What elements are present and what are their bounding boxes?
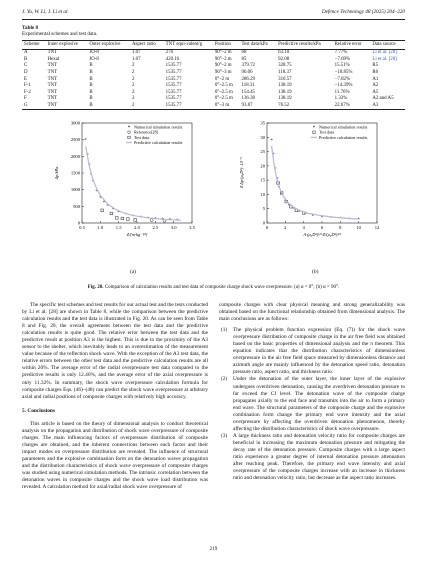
simulation-point: * xyxy=(106,204,109,210)
table-caption-text: Experimental schemes and test data. xyxy=(22,31,98,38)
table-8 xyxy=(22,40,405,110)
table-cell: 0°–2.5 m xyxy=(214,96,233,102)
table-cell: 2 xyxy=(131,96,135,102)
table-cell: B xyxy=(89,63,93,69)
table-row xyxy=(22,89,405,96)
x-tick-label: 2.5 xyxy=(152,225,159,230)
legend-label: Numerical simulation results xyxy=(319,124,368,130)
table-cell: 90°–2 m xyxy=(214,63,232,69)
chart-b xyxy=(235,113,385,263)
table-cell: B xyxy=(87,102,130,109)
table-cell: B xyxy=(24,56,28,62)
table-cell: F xyxy=(24,96,27,102)
table-cell: 310.57 xyxy=(278,76,292,82)
table-cell: TNT xyxy=(47,89,58,95)
table-cell: B xyxy=(89,69,93,75)
table-cell: R6 xyxy=(372,69,379,75)
legend-label: Predictive calculation results xyxy=(319,134,368,140)
table-cell: TNT xyxy=(47,69,58,75)
y-tick-label: 25 xyxy=(260,149,265,155)
test-data-point xyxy=(121,217,124,220)
table-cell: −7.69% xyxy=(334,56,351,62)
table-cell: 93.87 xyxy=(240,102,277,109)
results-paragraph: The specific test schemes and test results for our actual test and the tests conducted by Li et al. [28] are shown in Table 8, while the comparison between the predictive calculation results and the test data is illustrated in Fig. 20. As can be seen from Table 8 and Fig. 20, the overall agreement between the test data and the predictive calculation results is quite good. The relative error between the test data and the predictive result at position A3 is the highest. This is due to the proximity of the A3 sensor to the shelter, which inevitably leads to an overestimation of the measurement value because of the reflection shock wave. With the exception of the A3 test data, the relative errors between the other test data and the predictive calculation results are all within 20%. The average error of the radial overpressure test data compared to the predictive results is only 12.46%, and the average error of the axial overpressure is only 11.32%. In summary, the shock wave overpressure calculation formula for composite charges Eqs. (46)–(48) can predict the shock wave overpressure at arbitrary axial and radial positions of composite charges with relatively high accuracy. xyxy=(22,302,208,400)
table-cell: JO-8 xyxy=(89,50,99,56)
table-cell: 1535.77 xyxy=(165,63,182,69)
table-cell: 2 xyxy=(131,83,135,89)
test-data-point xyxy=(127,218,130,221)
table-cell: 118.37 xyxy=(278,69,292,75)
right-column xyxy=(219,302,405,482)
table-cell: 1535.77 xyxy=(165,76,182,82)
table-cell: B xyxy=(89,96,93,102)
table-row xyxy=(22,56,405,63)
reference-point xyxy=(150,219,153,222)
table-cell: TNT xyxy=(47,83,58,89)
simulation-point: * xyxy=(270,138,273,144)
y-tick-label: 5 xyxy=(262,206,265,212)
table-cell: A5 xyxy=(372,89,379,95)
table-cell: 2 xyxy=(131,89,135,95)
table-header-cell: Predictive results/kPa xyxy=(276,41,333,50)
table-cell: 63.10 xyxy=(278,50,290,56)
x-tick-label: 3.5 xyxy=(189,225,195,230)
conclusions-continued: composite charges with clear physical meaning and strong generalizability was obtained based on the functional relationship obtained from dimensional analysis. The main conclusions are as follows: xyxy=(219,302,405,323)
y-tick-label: 30 xyxy=(260,134,265,140)
simulation-point: * xyxy=(154,217,157,223)
conclusion-item-1 xyxy=(219,327,405,376)
y-tick-label: 2500 xyxy=(70,137,80,143)
table-cell: −14.39% xyxy=(334,83,353,89)
conclusion-item-2 xyxy=(219,376,405,432)
simulation-point: * xyxy=(139,215,142,221)
simulation-point: * xyxy=(357,218,360,224)
table-cell: 1535.77 xyxy=(165,96,182,102)
simulation-point: * xyxy=(117,210,120,216)
x-tick-label: 10 xyxy=(356,225,361,230)
legend-swatch xyxy=(128,131,131,134)
table-header-cell: Outer explosive xyxy=(87,41,130,50)
table-row xyxy=(22,69,405,76)
table-cell: 85 xyxy=(241,56,247,62)
x-tick-label: 1.5 xyxy=(115,225,122,230)
y-axis-label: Δp/kPa xyxy=(54,166,59,180)
table-cell: 118.31 xyxy=(241,83,255,89)
y-tick-label: 500 xyxy=(73,203,80,209)
header-rule xyxy=(22,19,405,20)
simulation-point: * xyxy=(284,199,287,205)
table-cell: 76.52 xyxy=(276,102,333,109)
table-cell: 2 xyxy=(131,76,135,82)
table-cell: 1.33% xyxy=(334,96,348,102)
table-cell: 1535.77 xyxy=(165,83,182,89)
simulation-point: * xyxy=(99,196,102,202)
table-cell: A2 and A5 xyxy=(372,96,394,102)
simulation-point: * xyxy=(348,217,351,223)
y-tick-label: 1000 xyxy=(70,187,80,193)
legend-label: Test data xyxy=(319,129,334,135)
test-data-point xyxy=(101,209,104,212)
simulation-point: * xyxy=(280,193,283,199)
x-tick-label: 0 xyxy=(265,225,269,230)
table-header-cell: TNT equi-valent/g xyxy=(164,41,213,50)
table-row xyxy=(22,83,405,90)
item-number: (2) xyxy=(221,376,228,383)
table-cell: 92.08 xyxy=(278,56,290,62)
table-cell: 138.19 xyxy=(278,89,292,95)
table-cell: 1.07 xyxy=(131,56,141,62)
table-cell: B xyxy=(89,89,93,95)
simulation-point: * xyxy=(102,201,106,207)
legend-label: Predictive calculation results xyxy=(134,140,183,146)
simulation-point: * xyxy=(146,216,150,222)
table-cell: 22.67% xyxy=(333,102,371,109)
simulation-point: * xyxy=(84,138,87,144)
table-cell: TNT xyxy=(47,50,58,56)
table-cell: 0°–2.5 m xyxy=(214,89,233,95)
y-tick-label: 0 xyxy=(77,220,80,226)
item-text: The physical problem function expression (Eq. (7)) for the shock wave overpressure distribution of composite charge in the air free field was obtained based on the basic properties of dimensional analysis and the π theorem. This equation indicates that the distribution characteristics of dimensionless overpressure in the air free field space measured by dimensionless distance and azimuth angle are mainly influenced by the detonation speed ratio, detonation pressure ratio, aspect ratio, and thickness ratio. xyxy=(233,327,405,376)
table-cell: TNT xyxy=(47,76,58,82)
y-tick-label: 3000 xyxy=(70,120,80,126)
table-cell: −7.82% xyxy=(334,76,351,82)
legend-swatch xyxy=(128,136,130,138)
simulation-point: * xyxy=(132,214,135,220)
simulation-point: * xyxy=(292,207,295,213)
table-cell: 0°–3 m xyxy=(213,102,240,109)
item-text: A large thickness ratio and detonation velocity ratio for composite charges are beneficial in increasing the maximum detonation pressure and mitigating the decay rate of the detonation pressure. Composite charges with a large aspect ratio experience a greater degree of internal detonation pressure attenuation after reaching peak. Therefore, the primary end wave intensity and axial overpressure of the composite charges increase with an increase in thickness ratio and detonation velocity ratio, but decrease as the aspect ratio increases. xyxy=(233,432,405,482)
table-cell: A3 xyxy=(370,102,405,109)
legend-label: Reference[28] xyxy=(134,129,158,135)
table-cell: 96.06 xyxy=(241,69,253,75)
table-cell: −18.85% xyxy=(334,69,353,75)
table-cell: 420.16 xyxy=(165,56,180,62)
table-cell: 90°–2 m xyxy=(214,50,232,56)
table-cell: 0°–2.5 m xyxy=(214,83,233,89)
table-cell: 90°–3 m xyxy=(214,69,232,75)
y-tick-label: 15 xyxy=(260,177,265,183)
table-cell: F-2 xyxy=(24,89,31,95)
table-header-cell: Relative error xyxy=(333,41,371,50)
table-cell: 2 xyxy=(131,63,135,69)
table-cell: 90°–2 m xyxy=(214,56,232,62)
y-tick-label: 35 xyxy=(260,120,265,126)
table-cell: 68 xyxy=(241,50,247,56)
table-cell: 286.29 xyxy=(241,76,255,82)
simulation-point: * xyxy=(86,153,89,159)
table-cell: 379.72 xyxy=(241,63,255,69)
page-number: 219 xyxy=(209,546,218,552)
y-tick-label: 20 xyxy=(260,163,265,169)
x-axis-label: Z/(m·kg⁻¹⁄³) xyxy=(126,232,148,237)
table-cell: 0°–2 m xyxy=(214,76,230,82)
simulation-point: * xyxy=(88,163,91,169)
simulation-point: * xyxy=(124,213,128,219)
table-cell: 15.51% xyxy=(334,63,350,69)
simulation-point: * xyxy=(329,216,333,222)
y-tick-label: 2000 xyxy=(70,153,80,159)
table-cell: 138.19 xyxy=(278,83,292,89)
table-cell: 154.45 xyxy=(241,89,255,95)
figure-label: Fig. 20. xyxy=(87,285,104,290)
x-tick-label: 0.5 xyxy=(79,225,85,230)
legend-swatch: * xyxy=(312,125,316,131)
table-cell: TNT xyxy=(47,63,58,69)
simulation-point: * xyxy=(297,210,301,216)
figure-20 xyxy=(50,113,380,281)
header-journal: Defence Technology 48 (2025) 204–220 xyxy=(321,9,405,15)
table-label: Table 8 xyxy=(22,25,39,31)
item-number: (3) xyxy=(221,432,228,439)
x-tick-label: 1.0 xyxy=(97,225,104,230)
legend-swatch: * xyxy=(127,125,131,131)
simulation-point: * xyxy=(311,214,315,220)
table-body xyxy=(22,49,405,109)
table-header-cell: Data source xyxy=(370,41,405,50)
table-row xyxy=(22,76,405,83)
legend-swatch xyxy=(313,131,315,133)
simulation-point: * xyxy=(272,153,275,159)
legend-label: Numerical simulation results xyxy=(134,124,183,130)
table-cell: 1535.77 xyxy=(165,69,182,75)
simulation-point: * xyxy=(95,190,98,196)
item-text: Under the detonation of the outer layer, the inner layer of the explosive undergoes overdriven detonation, causing the overdriven detonation pressure to far exceed the CJ level. The detonation wave of the composite charge propagates axially to the end face and transmits into the air to form a primary end wave. The structural parameters of the composite charge and the explosive combination form change the primary end wave intensity and the axial overpressure by affecting the overdriven detonation phenomenon, thereby affecting the distribution characteristics of shock wave overpressure. xyxy=(233,376,405,432)
table-cell: R5 xyxy=(372,63,379,69)
conclusion-item-3 xyxy=(219,433,405,482)
table-cell: B xyxy=(89,76,93,82)
simulation-point: * xyxy=(277,186,281,192)
y-tick-label: 1500 xyxy=(70,170,80,176)
y-tick-label: 10 xyxy=(260,191,265,197)
running-header xyxy=(22,9,405,19)
table-cell: 7.77% xyxy=(334,50,348,56)
table-cell: E xyxy=(24,76,27,82)
simulation-point: * xyxy=(320,215,324,221)
header-authors: J. Yu, W. Li, J. Li et al. xyxy=(22,9,69,15)
panel-a-label: (a) xyxy=(130,269,137,275)
simulation-point: * xyxy=(91,180,95,186)
simulation-point: * xyxy=(304,212,307,218)
table-cell: 1.07 xyxy=(131,50,141,56)
simulation-point: * xyxy=(111,208,115,214)
table-cell: JO-8 xyxy=(89,56,99,62)
table-cell: 276 xyxy=(165,50,174,56)
figure-caption xyxy=(22,285,405,290)
section-heading-conclusions: 5. Conclusions xyxy=(22,407,55,414)
table-cell: TNT xyxy=(46,102,88,109)
table-header-row xyxy=(22,41,405,50)
table-row xyxy=(22,63,405,70)
table-cell: A1 xyxy=(372,76,379,82)
predictive-curve xyxy=(272,146,359,219)
table-cell: TNT xyxy=(47,96,58,102)
x-axis-label: A·(ρ₀D²)¹⁄³·Z/(ρ₀D²)¹⁄³ xyxy=(303,232,341,237)
table-cell: 2 xyxy=(131,69,135,75)
table-header-cell: Position xyxy=(213,41,240,50)
table-header-cell: Test data/kPa xyxy=(240,41,277,50)
table-row xyxy=(22,102,405,109)
simulation-point: * xyxy=(168,218,172,224)
simulation-point: * xyxy=(89,173,93,179)
x-tick-label: 4 xyxy=(302,225,305,230)
table-cell: C xyxy=(24,63,28,69)
x-tick-label: 3.0 xyxy=(170,225,177,230)
predictive-curve xyxy=(86,146,181,220)
table-cell: 1535.77 xyxy=(164,102,213,109)
table-cell: 328.75 xyxy=(278,63,292,69)
legend-label: Test data xyxy=(134,134,149,140)
table-cell: G xyxy=(22,102,46,109)
x-tick-label: 12 xyxy=(374,225,380,230)
x-tick-label: 8 xyxy=(339,225,342,230)
table-cell: A2 xyxy=(372,83,379,89)
x-tick-label: 2 xyxy=(284,225,287,230)
simulation-point: * xyxy=(161,218,164,224)
table-cell: D xyxy=(24,69,28,75)
y-axis-label: Z·Δp/(ρ₀D²)· 10⁻³ xyxy=(239,157,244,189)
table-header-cell: Scheme xyxy=(22,41,46,50)
x-tick-label: 6 xyxy=(320,225,324,230)
table-cell: F-1 xyxy=(24,83,31,89)
table-header-cell: Aspect ratio xyxy=(130,41,164,50)
simulation-point: * xyxy=(339,217,342,223)
table-cell: Hexal xyxy=(47,56,60,62)
table-cell: A xyxy=(24,50,28,56)
table-row xyxy=(22,96,405,103)
table-cell: Li et al. [28] xyxy=(372,50,397,56)
chart-a xyxy=(50,113,200,263)
panel-b-label: (b) xyxy=(312,269,319,275)
simulation-point: * xyxy=(274,167,277,173)
table-cell: B xyxy=(89,83,93,89)
table-cell: 11.76% xyxy=(334,89,350,95)
conclusions-paragraph: This article is based on the theory of dimensional analysis to conduct theoretical analysis on the propagation and distribution of shock wave overpressure of composite charges. The main influencing factors of overpressure distribution of composite charges are obtained, and the inherent connections between each factor and their impact modes on overpressure distribution are revealed. The influence of structural parameters and the explosive combination form on the detonation waves propagation and the distribution characteristics of shock wave overpressure of composite charges was studied using numerical simulation methods. The intrinsic correlation between the detonation waves in composite charges and the shock wave load distribution was revealed. A calculation method for axial/radial shock wave overpressure of xyxy=(22,420,208,491)
simulation-point: * xyxy=(275,177,279,183)
left-column xyxy=(22,302,208,491)
simulation-point: * xyxy=(176,218,179,224)
table-cell: 1535.77 xyxy=(165,89,182,95)
figure-caption-text: Comparison of calculation results and test data of composite charge shock wave overpressure. (a) α = 0°; (b) α = 90°. xyxy=(104,285,340,290)
test-data-point xyxy=(116,217,119,220)
x-tick-label: 2.0 xyxy=(134,225,140,230)
table-row xyxy=(22,49,405,56)
table-cell: 138.19 xyxy=(278,96,292,102)
table-caption xyxy=(22,25,97,37)
table-cell: Li et al. [28] xyxy=(372,56,397,62)
table-cell: 136.38 xyxy=(241,96,255,102)
table-cell: 2 xyxy=(130,102,164,109)
table-header-cell: Inner explosive xyxy=(46,41,88,50)
y-tick-label: 0 xyxy=(262,220,265,226)
simulation-point: * xyxy=(287,203,291,209)
item-number: (1) xyxy=(221,327,228,334)
